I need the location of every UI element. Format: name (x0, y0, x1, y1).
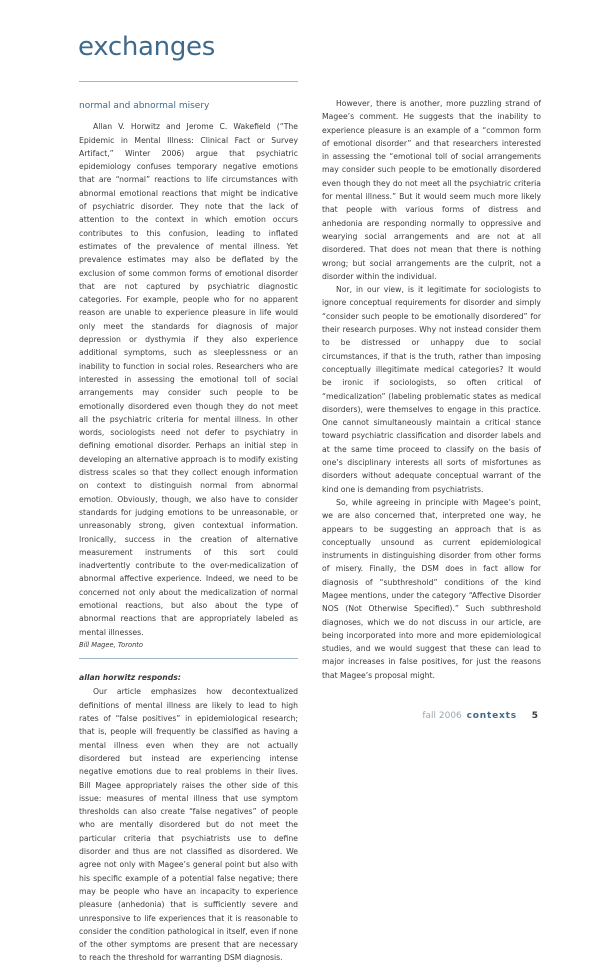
reply-paragraph: So, while agreeing in principle with Magee’s point, we are also concerned that, interpreted one way, he appears to be suggesting an approach that is as conceptually unsound as current epidemiological instruments in distinguishing disorder from other forms of misery. Finally, the DSM does in fact allow for diagnosis of “subthreshold” conditions of the kind Magee mentions, under the category “Affective Disorder NOS (Not Otherwise Specified).” Such subthreshold diagnoses, which we do not discuss in our article, are being incorporated into more and more epidemiological studies, and we would suggest that these can lead to major increases in false positives, for just the reasons that Magee’s proposal might. (322, 497, 541, 680)
letter-paragraph: Allan V. Horwitz and Jerome C. Wakefield (“The Epidemic in Mental Illness: Clinical Fact or Survey Artifact,” Winter 2006) argue that psychiatric epidemiology confuses temporary negative emotions that are “normal” reactions to life circumstances with abnormal emotional reactions that might be indicative of psychiatric disorder. They note that the lack of attention to the context in which emotion occurs contributes to this confusion, leading to inflated estimates of the prevalence of mental illness. Yet prevalence estimates may also be deflated by the exclusion of some common forms of emotional disorder that are not captured by psychiatric diagnostic categories. For example, people who for no apparent reason are unable to experience pleasure in life would only meet the standards for diagnosis of major depression or dysthymia if they also experience additional symptoms, such as sleeplessness or an inability to function in social roles. Researchers who are interested in assessing the emotional toll of social arrangements may consider such people to be emotionally disordered even though they do not meet all the psychiatric criteria for mental illness. In other words, sociologists need not defer to psychiatry in defining emotional disorder. Perhaps an initial step in developing an alternative approach is to modify existing distress scales so that they collect enough information on context to distinguish normal from abnormal emotion. Obviously, though, we also have to consider standards for judging emotions to be unreasonable, or unreasonably strong, given contextual information. Ironically, success in the creation of alternative measurement instruments of this sort could inadvertently contribute to the over-medicalization of abnormal affective experience. Indeed, we need to be concerned not only about the medicalization of normal emotional reactions, but also about the type of abnormal reactions that are appropriately labeled as mental illnesses. (79, 122, 298, 637)
section-title: exchanges (78, 32, 215, 62)
reply-paragraph (79, 685, 298, 964)
reply-paragraph-text: Our article emphasizes how decontextualized definitions of mental illness are likely to lead to high rates of “false positives” in epidemiological research; that is, people will frequently be classified as having a mental illness even when they are not actually disordered but instead are experiencing intense negative emotions due to real problems in their lives. Bill Magee appropriately raises the other side of this issue: measures of mental illness that use symptom thresholds can also create “false negatives” of people who are mentally disordered but do not meet the particular criteria that psychiatrists use to define disorder and thus are not classified as disordered. We agree not only with Magee’s general point but also with his specific example of a potential false negative; there may be people who have an incapacity to experience pleasure (anhedonia) that is sufficiently severe and unresponsive to life experiences that it is reasonable to consider the condition pathological in itself, even if none of the other symptoms are present that are necessary to reach the threshold for warranting DSM diagnosis. (79, 687, 298, 963)
reply-paragraph: However, there is another, more puzzling strand of Magee’s comment. He suggests that the inability to experience pleasure is an example of a “common form of emotional disorder” and that researchers interested in assessing the “emotional toll of social arrangements may consider such people to be emotionally disordered even though they do not meet all the psychiatric criteria for mental illness.” But it would seem much more likely that people with various forms of distress and anhedonia are responding normally to oppressive and wearying social arrangements and are not at all disordered. That does not mean that there is nothing wrong; but social arrangements are the culprit, not a disorder within the individual. (322, 99, 541, 281)
reply-paragraph: Nor, in our view, is it legitimate for sociologists to ignore conceptual requirements for disorder and simply “consider such people to be emotionally disordered” for their research purposes. Why not instead consider them to be distressed or unhappy due to social circumstances, if that is the truth, rather than imposing conceptually illegitimate medical categories? It would be ironic if sociologists, so often critical of “medicalization” (labeling problematic states as medical disorders), were themselves to engage in this practice. One cannot simultaneously maintain a critical stance toward psychiatric classification and disorder labels and at the same time proceed to classify on the basis of one’s disciplinary interests all sorts of misfortunes as disorders without adequate conceptual warrant of the kind one is demanding from psychiatrists. (322, 285, 541, 494)
letter-byline: Bill Magee, Toronto (79, 640, 144, 649)
footer-season: fall 2006 (422, 711, 462, 721)
page-footer (422, 711, 538, 721)
reply-divider (79, 658, 298, 659)
article-heading: normal and abnormal misery (79, 101, 210, 111)
footer-magazine: contexts (466, 711, 517, 721)
page-number: 5 (531, 711, 538, 721)
top-divider (79, 81, 298, 82)
reply-heading: allan horwitz responds: (79, 673, 181, 683)
left-column (79, 100, 298, 965)
right-column (322, 97, 541, 682)
